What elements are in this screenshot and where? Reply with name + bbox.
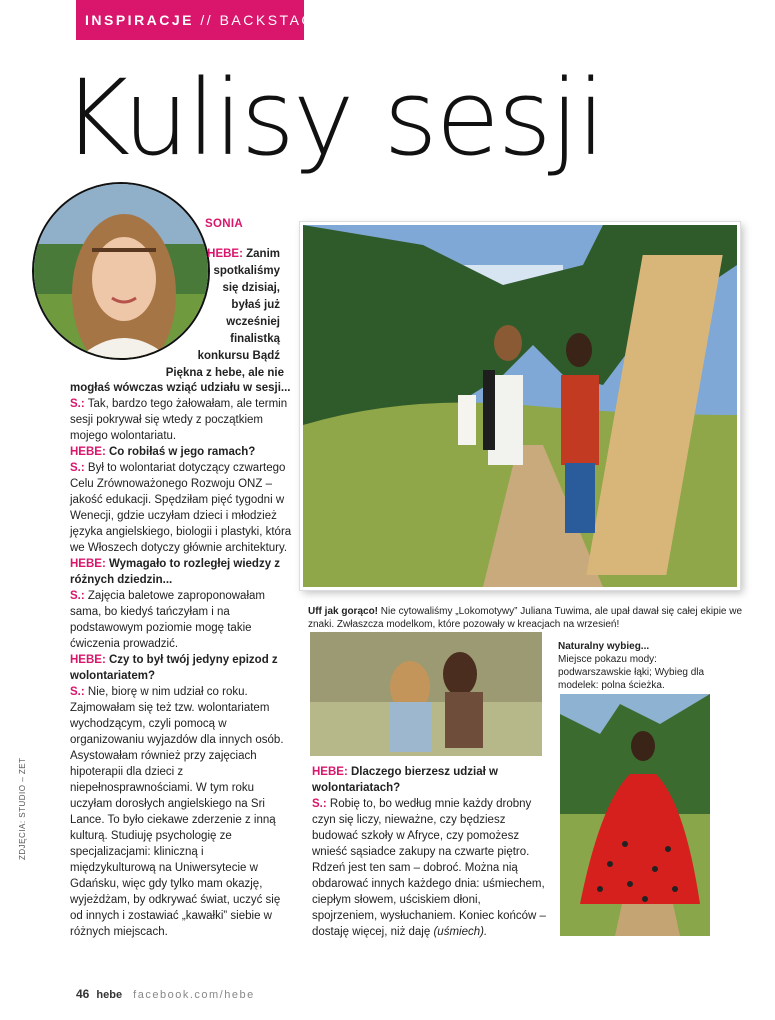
hebe-label: HEBE: — [207, 248, 243, 260]
page-number: 46 — [76, 987, 90, 1001]
caption-main-text: Nie cytowaliśmy „Lokomotywy” Juliana Tuwima, ale upał dawał się całej ekipie we znaki. Zwłaszcza modelkom, które pozowały w kreacjach na wrzesień! — [308, 606, 743, 630]
answer-3-text: Zajęcia baletowe zaproponowałam sama, bo kiedyś tańczyłam i na podstawowym poziomie mogę takie ćwiczenia prowadzić. — [70, 590, 265, 650]
interviewee-name: SONIA — [205, 218, 243, 230]
question-5 — [312, 764, 548, 796]
caption-runway — [558, 640, 728, 692]
answer-3 — [70, 588, 292, 652]
hebe-label: HEBE: — [312, 766, 348, 778]
s-label: S.: — [312, 798, 327, 810]
hebe-label: HEBE: — [70, 446, 106, 458]
question-2-text: Co robiłaś w jego ramach? — [108, 446, 256, 458]
answer-1-text: Tak, bardzo tego żałowałam, ale termin sesji pokrywał się wtedy z początkiem mojego wolontariatu. — [70, 398, 288, 442]
intro-question-end: mogłaś wówczas wziąć udziału w sesji... — [70, 382, 291, 394]
answer-4 — [70, 684, 292, 940]
question-5-text: Dlaczego bierzesz udział w wolontariatach? — [312, 766, 498, 794]
caption-main-photo — [308, 605, 756, 631]
intro-question — [160, 246, 284, 382]
intro-line-4: wcześniej — [226, 316, 280, 328]
s-label: S.: — [70, 590, 85, 602]
brand-logo: hebe — [96, 989, 123, 1001]
answer-5-text: Robię to, bo według mnie każdy drobny czyn się liczy, nieważne, czy będziesz budować szkoły w Afryce, czy pomożesz wnieść sąsiadce zakupy na czwarte piętro. Rdzeń jest ten sam – dobroć. Można nią obdarować innych każdego dnia: uśmiechem, ciepłym słowem, uściskiem dłoni, spojrzeniem, wysłuchaniem. Koniec końców – dostaję więcej, niż daję — [312, 798, 546, 938]
intro-line-6: konkursu Bądź — [197, 350, 280, 362]
photo-red-dress — [560, 694, 710, 936]
caption-runway-bold: Naturalny wybieg... — [558, 641, 650, 652]
intro-line-0 — [160, 246, 280, 263]
intro-line-5: finalistką — [230, 333, 280, 345]
photo-two-models — [310, 632, 542, 756]
caption-main-bold: Uff jak gorąco! — [308, 606, 379, 617]
section-tag-rest: BACKSTAGE — [219, 12, 327, 28]
intro-line-3: byłaś już — [231, 299, 280, 311]
intro-line-1: spotkaliśmy — [213, 265, 280, 277]
interview-column-right — [312, 764, 548, 940]
answer-5-end: (uśmiech). — [433, 926, 488, 938]
question-3-text: Wymagało to rozległej wiedzy z różnych dziedzin... — [70, 558, 281, 586]
s-label: S.: — [70, 686, 85, 698]
answer-2 — [70, 460, 292, 556]
answer-5 — [312, 796, 548, 940]
main-photo — [300, 222, 740, 590]
hebe-label: HEBE: — [70, 558, 106, 570]
question-4 — [70, 652, 292, 684]
intro-line-0-text: Zanim — [246, 248, 280, 260]
intro-line-2: się dzisiaj, — [222, 282, 280, 294]
s-label: S.: — [70, 398, 85, 410]
page-title: Kulisy sesji — [62, 57, 604, 179]
answer-1 — [70, 396, 292, 444]
hebe-label: HEBE: — [70, 654, 106, 666]
photo-credit: ZDJĘCIA: STUDIO – ZET — [18, 757, 27, 860]
section-tag — [76, 0, 327, 40]
facebook-link[interactable]: facebook.com/hebe — [133, 989, 255, 1001]
question-3 — [70, 556, 292, 588]
question-4-text: Czy to był twój jedyny epizod z wolontariatem? — [70, 654, 278, 682]
answer-2-text: Był to wolontariat dotyczący czwartego Celu Zrównoważonego Rozwoju ONZ – jakość edukacji. Spędziłam pięć tygodni w Wenecji, gdzie uczyłam dzieci i młodzież języka angielskiego, biologii i plastyki, która we Włoszech dotyczy głównie architektury. — [70, 462, 292, 554]
section-tag-bold: INSPIRACJE — [85, 12, 195, 28]
s-label: S.: — [70, 462, 85, 474]
question-2 — [70, 444, 292, 460]
page-footer — [76, 987, 255, 1001]
answer-4-text: Nie, biorę w nim udział co roku. Zajmowałam się też tzw. wolontariatem wychodzącym, czyli pomocą w organizowaniu wyjazdów dla innych osób. Asystowałam również przy zajęciach hipoterapii dla dzieci z niepełnosprawnościami. W tym roku uczyłam dorosłych angielskiego na Sri Lance. To było ciekawe zderzenie z inną kulturą. Studiuję psychologię ze specjalizacjami: kliniczną i międzykulturową na Uniwersytecie w Gdańsku, więc gdy tylko mam okazję, wyjeżdżam, by odkrywać świat, uczyć się od innych i zostawiać „kawałki” siebie w różnych miejscach. — [70, 686, 284, 938]
caption-runway-text: Miejsce pokazu mody: podwarszawskie łąki; Wybieg dla modelek: polna ścieżka. — [558, 654, 705, 691]
section-tag-sep: // — [194, 12, 220, 28]
interview-column-left — [70, 380, 292, 940]
intro-line-7: Piękna z hebe, ale nie — [165, 367, 284, 379]
